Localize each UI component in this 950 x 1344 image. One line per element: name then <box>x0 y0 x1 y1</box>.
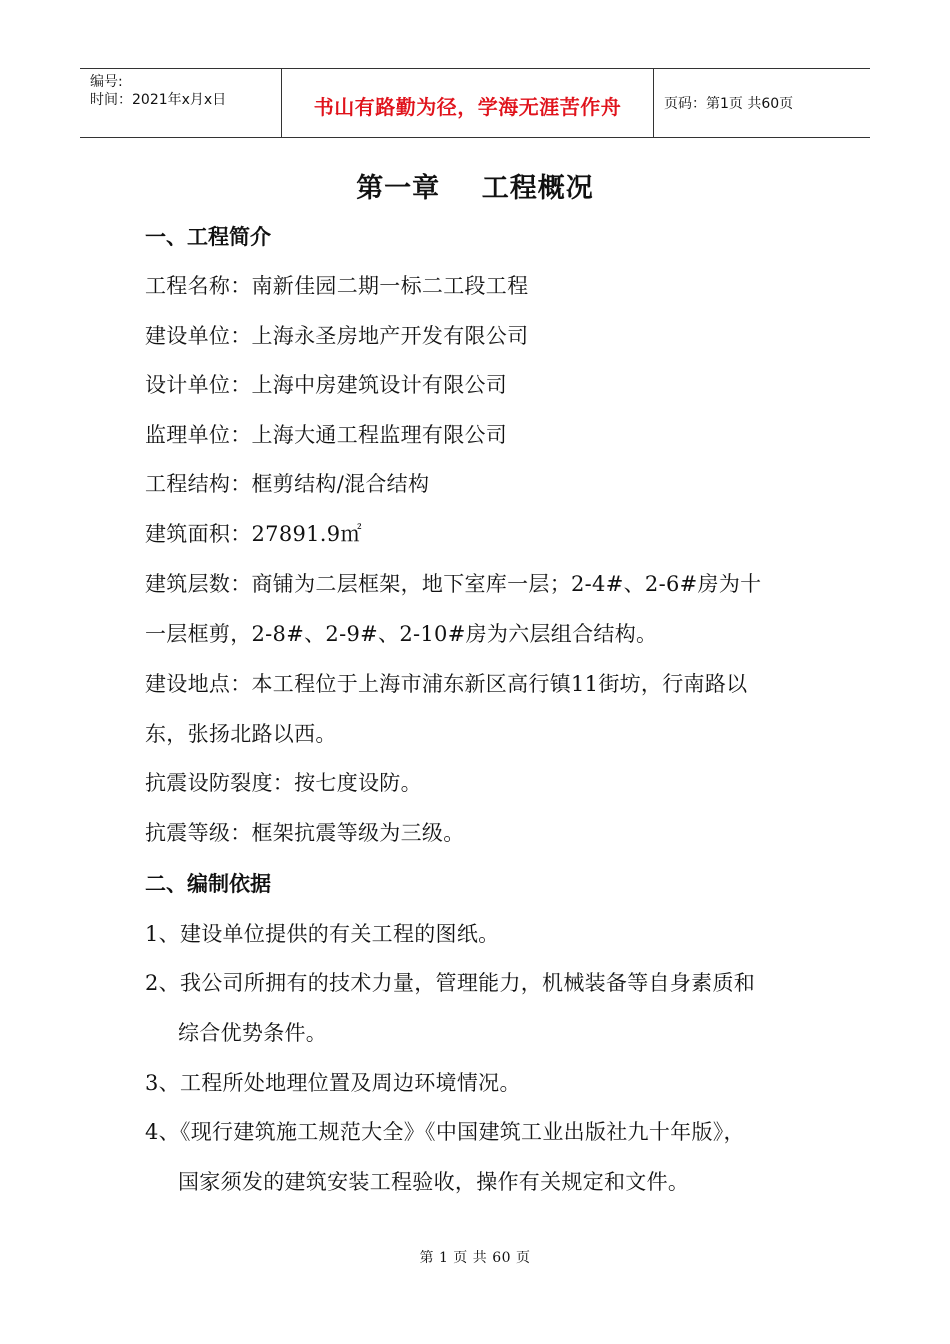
header-motto-cell <box>282 69 654 137</box>
header-motto: 书山有路勤为径，学海无涯苦作舟 <box>313 94 622 119</box>
floor-area-line: 建筑面积：27891.9㎡ <box>145 522 362 546</box>
location-line-1: 建设地点：本工程位于上海市浦东新区高行镇11街坊，行南路以 <box>145 672 748 696</box>
basis-item-2: 2、我公司所拥有的技术力量，管理能力，机械装备等自身素质和 <box>145 971 756 995</box>
section-heading-basis: 二、编制依据 <box>145 872 271 896</box>
floors-line-1: 建筑层数：商铺为二层框架，地下室库一层；2-4#、2-6#房为十 <box>145 572 762 596</box>
floors-line-2: 一层框剪，2-8#、2-9#、2-10#房为六层组合结构。 <box>145 622 658 646</box>
header-meta <box>80 69 282 137</box>
basis-item-4-cont: 国家须发的建筑安装工程验收，操作有关规定和文件。 <box>178 1170 690 1194</box>
document-number-label: 编号: <box>90 74 123 90</box>
location-line-2: 东，张扬北路以西。 <box>145 722 337 746</box>
basis-item-4: 4、《现行建筑施工规范大全》《中国建筑工业出版社九十年版》， <box>145 1120 745 1144</box>
section-heading-overview: 一、工程简介 <box>145 225 271 249</box>
basis-item-2-cont: 综合优势条件。 <box>178 1021 328 1045</box>
structure-line: 工程结构：框剪结构/混合结构 <box>145 472 430 496</box>
project-name-line: 工程名称：南新佳园二期一标二工段工程 <box>145 274 529 298</box>
header-page-info: 页码：第1页 共60页 <box>664 96 794 112</box>
basis-item-3: 3、工程所处地理位置及周边环境情况。 <box>145 1071 521 1095</box>
page-footer: 第 1 页 共 60 页 <box>419 1250 531 1266</box>
supervisor-line: 监理单位：上海大通工程监理有限公司 <box>145 423 508 447</box>
seismic-grade-line: 抗震等级：框架抗震等级为三级。 <box>145 821 465 845</box>
client-line: 建设单位：上海永圣房地产开发有限公司 <box>145 324 529 348</box>
designer-line: 设计单位：上海中房建筑设计有限公司 <box>145 373 508 397</box>
header-page-info-cell <box>654 69 870 137</box>
chapter-title: 第一章 工程概况 <box>356 173 594 204</box>
document-date: 时间：2021年x月x日 <box>90 92 227 108</box>
basis-item-1: 1、建设单位提供的有关工程的图纸。 <box>145 922 500 946</box>
page-header <box>80 68 870 138</box>
seismic-fortification-line: 抗震设防裂度：按七度设防。 <box>145 771 422 795</box>
